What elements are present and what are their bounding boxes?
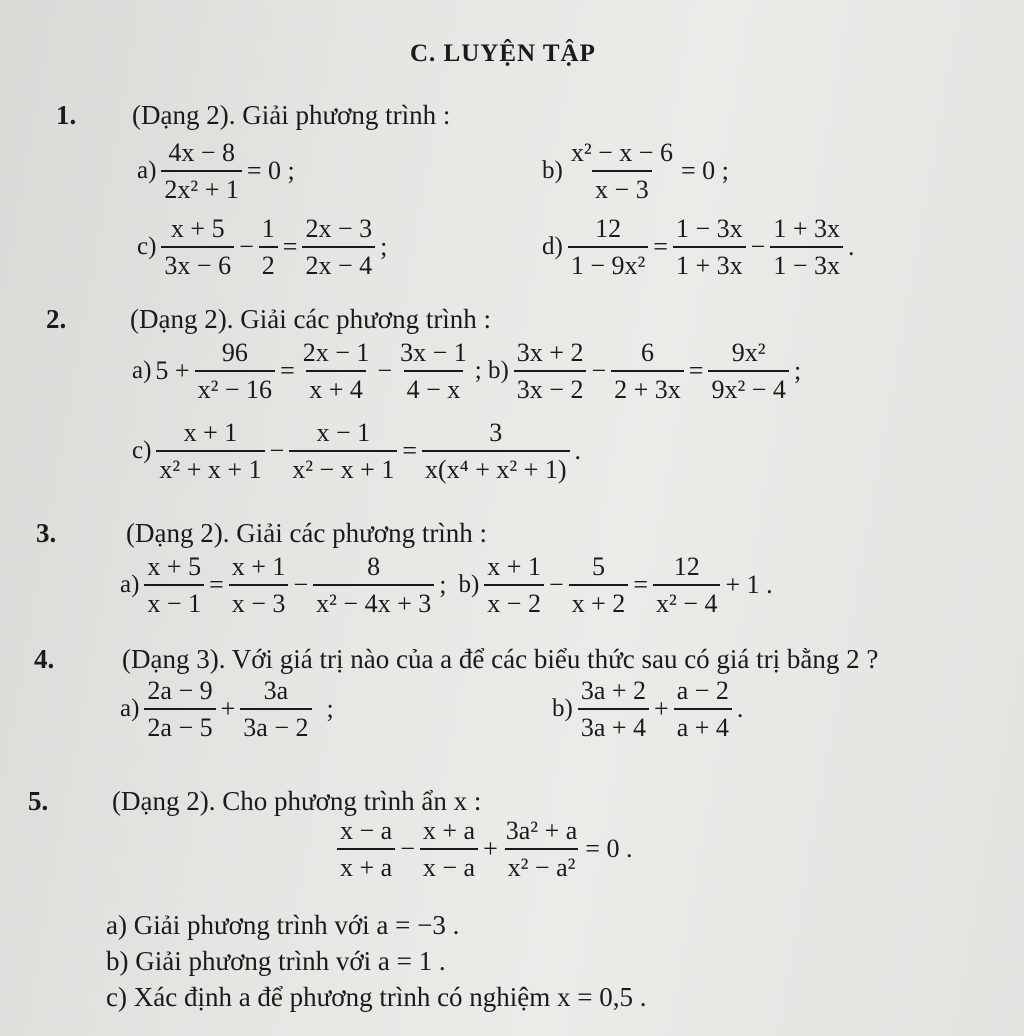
fraction (708, 338, 788, 405)
exercise-1b (540, 138, 731, 205)
math-operator: + (220, 694, 236, 724)
numerator: x² − x − 6 (570, 138, 673, 167)
numerator: 1 − 3x (675, 214, 743, 243)
math-operator: + 1 . (725, 570, 773, 600)
exercise-2c (130, 418, 583, 485)
denominator: x − a (420, 848, 478, 883)
math-operator: = (402, 436, 418, 466)
exercise-5-heading: (Dạng 2). Cho phương trình ẩn x : (112, 786, 482, 816)
numerator: x + 1 (487, 552, 541, 581)
exercise-1a (135, 138, 297, 205)
numerator: 1 + 3x (773, 214, 840, 243)
fraction (240, 676, 311, 743)
numerator: x + 5 (170, 214, 225, 243)
exercise-4-number: 4. (34, 644, 55, 674)
math-operator: . (736, 694, 744, 724)
math-operator: − (591, 356, 607, 386)
math-operator: ; (380, 232, 388, 262)
fraction (302, 214, 375, 281)
fraction (397, 338, 470, 405)
math-operator: − (377, 356, 393, 386)
denominator: x − 3 (229, 584, 289, 619)
denominator: x + 4 (306, 370, 366, 405)
fraction (300, 338, 373, 405)
denominator: 3a + 4 (578, 708, 649, 743)
denominator: x − 2 (484, 584, 544, 619)
math-operator: − (293, 570, 309, 600)
numerator: a − 2 (676, 676, 729, 705)
exercise-1c (135, 214, 389, 281)
fraction (770, 214, 843, 281)
math-operator: = (209, 570, 224, 600)
numerator: 2x − 3 (305, 214, 373, 243)
math-operator: . (574, 436, 582, 466)
numerator: 6 (640, 338, 654, 367)
math-operator: = 0 ; (246, 156, 295, 186)
math-operator: b) (458, 571, 480, 599)
fraction (144, 552, 204, 619)
exercise-5a: a) Giải phương trình với a = −3 . (106, 910, 460, 940)
numerator: 1 (261, 214, 275, 243)
math-operator: + (483, 834, 498, 864)
numerator: 5 (591, 552, 605, 581)
exercise-4-heading: (Dạng 3). Với giá trị nào của a để các biểu thức sau có giá trị bằng 2 ? (122, 644, 879, 674)
denominator: 1 − 9x² (568, 246, 648, 281)
denominator: x + a (337, 848, 395, 883)
exercise-1d (540, 214, 856, 281)
denominator: 3x − 6 (161, 246, 234, 281)
math-operator: − (239, 232, 254, 262)
fraction (569, 552, 629, 619)
numerator: x + 1 (231, 552, 286, 581)
label-1a: a) (137, 157, 157, 185)
fraction (673, 214, 746, 281)
fraction (161, 138, 241, 205)
denominator: x² − a² (505, 848, 579, 883)
denominator: 3a − 2 (240, 708, 311, 743)
numerator: x − 1 (316, 418, 371, 447)
math-operator: . (847, 232, 855, 262)
fraction (156, 418, 264, 485)
exercise-2-heading: (Dạng 2). Giải các phương trình : (130, 304, 492, 334)
numerator: 96 (221, 338, 248, 367)
math-operator: ; (793, 356, 802, 386)
denominator: x(x⁴ + x² + 1) (422, 450, 570, 485)
denominator: 2 (259, 246, 278, 281)
fraction (568, 214, 648, 281)
numerator: 3x + 2 (516, 338, 584, 367)
math-operator: a) (132, 357, 152, 385)
denominator: x² − 4x + 3 (313, 584, 434, 619)
exercise-3-heading: (Dạng 2). Giải các phương trình : (126, 518, 488, 548)
fraction (503, 816, 581, 883)
numerator: x + 5 (147, 552, 202, 581)
numerator: 3 (489, 418, 503, 447)
math-operator: = (688, 356, 704, 386)
math-operator: a) (120, 571, 140, 599)
denominator: 2 + 3x (611, 370, 684, 405)
numerator: x − a (340, 816, 393, 845)
exercise-2-number: 2. (46, 304, 67, 334)
numerator: 3a (263, 676, 289, 705)
math-operator: + (654, 694, 669, 724)
fraction (611, 338, 684, 405)
numerator: 3a² + a (505, 816, 578, 845)
math-operator: b) (552, 695, 573, 723)
denominator: 2x − 4 (302, 246, 375, 281)
exercise-2a-2b (130, 338, 803, 405)
fraction (259, 214, 278, 281)
numerator: 2a − 9 (147, 676, 213, 705)
math-operator: − (269, 436, 285, 466)
denominator: x + 2 (569, 584, 629, 619)
exercise-5c: c) Xác định a để phương trình có nghiệm x = 0,5 . (106, 982, 647, 1012)
numerator: x + a (422, 816, 476, 845)
denominator: 3x − 2 (514, 370, 587, 405)
exercise-4a (118, 676, 336, 743)
math-operator: c) (132, 437, 152, 465)
fraction (313, 552, 434, 619)
numerator: 3a + 2 (580, 676, 647, 705)
fraction (514, 338, 587, 405)
exercise-5-equation (334, 816, 634, 883)
math-operator: − (400, 834, 415, 864)
denominator: 2x² + 1 (161, 170, 241, 205)
math-operator: = (280, 356, 295, 386)
math-operator: 5 + (155, 356, 190, 386)
numerator: 12 (673, 552, 700, 581)
numerator: 8 (367, 552, 381, 581)
denominator: 4 − x (404, 370, 464, 405)
label-1b: b) (542, 157, 563, 185)
numerator: 3x − 1 (400, 338, 467, 367)
section-title: C. LUYỆN TẬP (410, 40, 596, 67)
numerator: x + 1 (183, 418, 238, 447)
fraction (144, 676, 215, 743)
denominator: 1 + 3x (673, 246, 746, 281)
fraction (674, 676, 732, 743)
denominator: 9x² − 4 (708, 370, 788, 405)
fraction (289, 418, 397, 485)
denominator: 1 − 3x (770, 246, 843, 281)
numerator: 4x − 8 (168, 138, 235, 167)
math-operator: = 0 ; (680, 156, 729, 186)
math-operator: − (750, 232, 766, 262)
denominator: x² − x + 1 (289, 450, 397, 485)
fraction (195, 338, 275, 405)
denominator: x² − 16 (195, 370, 275, 405)
exercise-3-number: 3. (36, 518, 57, 548)
math-operator: − (548, 570, 564, 600)
fraction (484, 552, 544, 619)
exercise-3a-3b (118, 552, 775, 619)
math-operator: ; b) (474, 357, 509, 385)
math-operator: = (282, 232, 298, 262)
math-operator: = 0 . (585, 834, 633, 864)
math-operator: a) (120, 695, 140, 723)
math-operator: d) (542, 233, 563, 261)
numerator: 9x² (731, 338, 766, 367)
math-operator: = (653, 232, 668, 262)
denominator: a + 4 (674, 708, 732, 743)
math-operator: ; (439, 570, 447, 600)
math-operator: c) (137, 233, 157, 261)
math-operator: ; (326, 694, 334, 724)
denominator: x − 3 (592, 170, 652, 205)
denominator: x² − 4 (653, 584, 720, 619)
denominator: x² + x + 1 (156, 450, 264, 485)
exercise-1-number: 1. (56, 100, 77, 130)
fraction (568, 138, 676, 205)
fraction (337, 816, 395, 883)
exercise-5b: b) Giải phương trình với a = 1 . (106, 946, 446, 976)
fraction (420, 816, 478, 883)
fraction (578, 676, 649, 743)
denominator: x − 1 (144, 584, 204, 619)
exercise-5-number: 5. (28, 786, 49, 816)
denominator: 2a − 5 (144, 708, 215, 743)
math-operator: = (633, 570, 648, 600)
numerator: 2x − 1 (302, 338, 370, 367)
exercise-4b (550, 676, 745, 743)
fraction (229, 552, 289, 619)
fraction (653, 552, 720, 619)
exercise-1-heading: (Dạng 2). Giải phương trình : (132, 100, 451, 130)
fraction (161, 214, 234, 281)
numerator: 12 (595, 214, 622, 243)
fraction (422, 418, 570, 485)
